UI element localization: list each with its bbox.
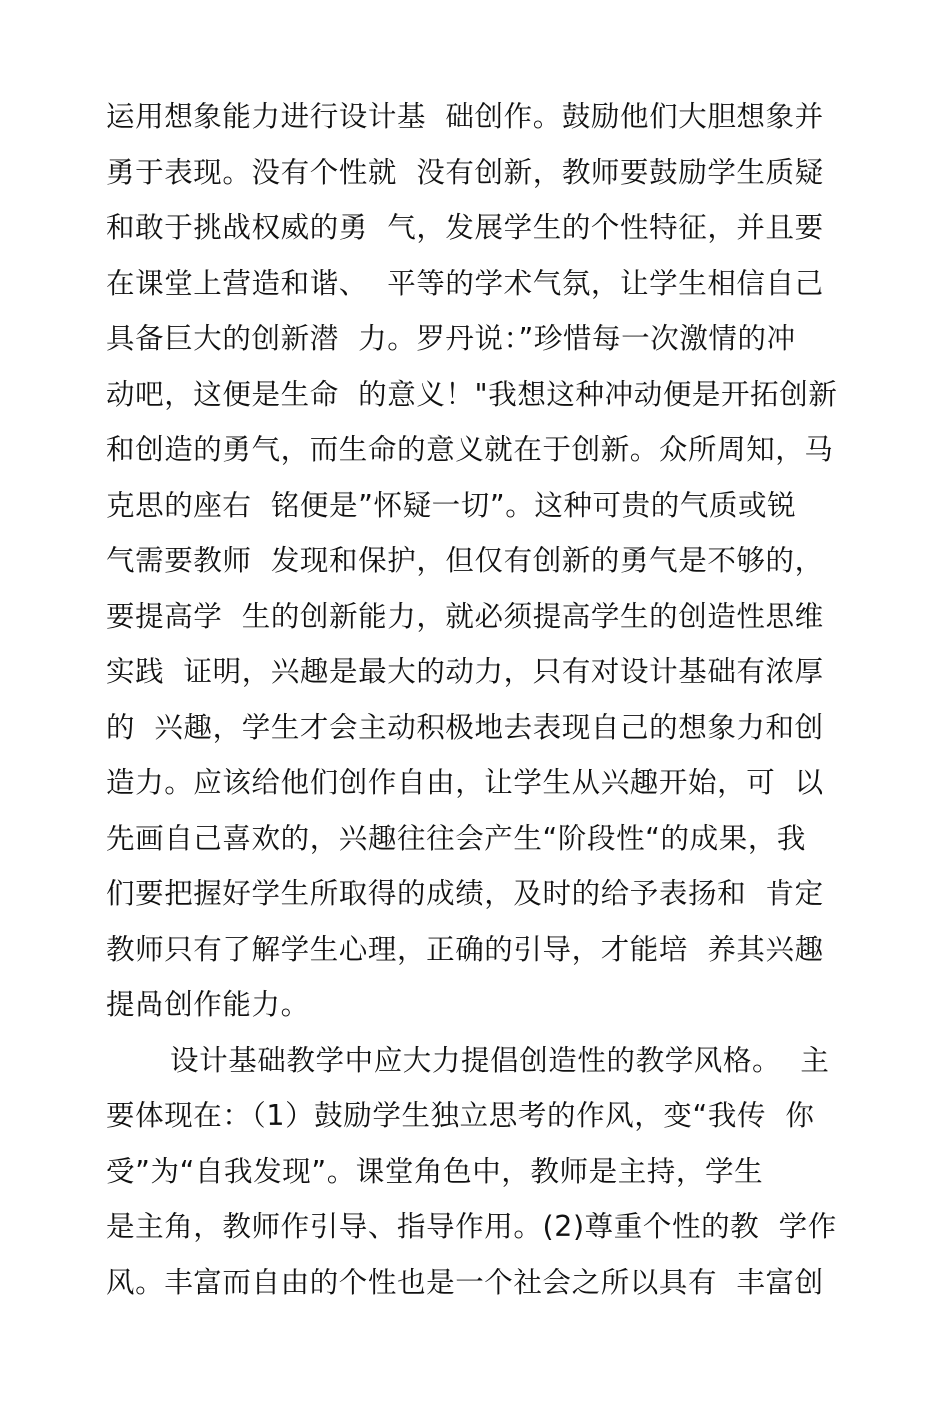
text-line: 们要把握好学生所取得的成绩，及时的给予表扬和 肯定 xyxy=(106,877,824,910)
text-line: 在课堂上营造和谐、 平等的学术气氛，让学生相信自己 xyxy=(106,267,824,300)
text-line: 提咼创作能力。 xyxy=(106,988,310,1021)
text-line: 和创造的勇气，而生命的意义就在于创新。众所周知，马 xyxy=(106,433,834,466)
text-line: 和敢于挑战权威的勇 气，发展学生的个性特征，并且要 xyxy=(106,211,824,244)
text-line: 气需要教师 发现和保护，但仅有创新的勇气是不够的， xyxy=(106,544,824,577)
text-line: 动吧，这便是生命 的意义！"我想这种冲动便是开拓创新 xyxy=(106,378,838,411)
text-line: 要体现在：（1）鼓励学生独立思考的作风，变“我传 你 xyxy=(106,1099,815,1132)
text-line: 克思的座右 铭便是”怀疑一切”。这种可贵的气质或锐 xyxy=(106,489,797,522)
text-line: 教师只有了解学生心理，正确的引导，才能培 养其兴趣 xyxy=(106,933,824,966)
text-line: 是主角，教师作引导、指导作用。(2)尊重个性的教 学作 xyxy=(106,1210,837,1243)
text-line: 具备巨大的创新潜 力。罗丹说：”珍惜每一次激情的冲 xyxy=(106,322,796,355)
text-line: 要提高学 生的创新能力，就必须提高学生的创造性思维 xyxy=(106,600,824,633)
text-line: 先画自己喜欢的，兴趣往往会产生“阶段性“的成果，我 xyxy=(106,822,807,855)
text-line: 勇于表现。没有个性就 没有创新，教师要鼓励学生质疑 xyxy=(106,156,824,189)
text-line: 运用想象能力进行设计基 础创作。鼓励他们大胆想象并 xyxy=(106,100,824,133)
text-line: 实践 证明，兴趣是最大的动力，只有对设计基础有浓厚 xyxy=(106,655,824,688)
text-line: 受”为“自我发现”。课堂角色中，教师是主持，学生 xyxy=(106,1155,764,1188)
text-line: 风。丰富而自由的个性也是一个社会之所以具有 丰富创 xyxy=(106,1266,824,1299)
text-line: 设计基础教学中应大力提倡创造性的教学风格。 主 xyxy=(170,1044,830,1077)
text-line: 的 兴趣，学生才会主动积极地去表现自己的想象力和创 xyxy=(106,711,824,744)
text-line: 造力。应该给他们创作自由，让学生从兴趣开始，可 以 xyxy=(106,766,824,799)
